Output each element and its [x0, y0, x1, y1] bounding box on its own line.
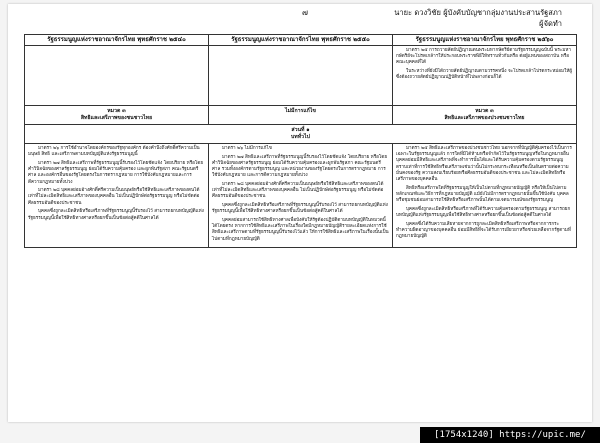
paragraph: บุคคลซึ่งถูกละเมิดสิทธิหรือเสรีภาพที่รัฐธรรมนูญนี้รับรองไว้ สามารถยกบทบัญญัติแห่งรัฐธรรมนูญนี้เพื่อใช้สิทธิทางศาลหรือยกขึ้นเป็นข้อต่อสู้คดีในศาลได้ — [28, 209, 204, 221]
paragraph: มาตรา ๒๘ บุคคลย่อมอ้างศักดิ์ศรีความเป็นมนุษย์หรือใช้สิทธิและเสรีภาพของตนได้เท่าที่ไม่ละเมิดสิทธิและเสรีภาพของบุคคลอื่น ไม่เป็นปฏิปักษ์ต่อรัฐธรรมนูญ หรือไม่ขัดต่อศีลธรรมอันดีของประชาชน — [212, 182, 384, 200]
part-title: ส่วนที่ ๑ — [291, 127, 310, 133]
table-row — [25, 106, 577, 125]
comparison-table — [24, 34, 577, 248]
image-host-watermark: [1754x1240] https://upic.me/ — [420, 427, 600, 443]
paragraph: มาตรา ๒๗ สิทธิและเสรีภาพที่รัฐธรรมนูญนี้รับรองไว้โดยชัดแจ้ง โดยปริยาย หรือโดยคำวินิจฉัยของศาลรัฐธรรมนูญ ย่อมได้รับความคุ้มครอง และผูกพันรัฐสภา คณะรัฐมนตรี ศาล และองค์กรอื่นของรัฐโดยตรงในการตรากฎหมาย การใช้บังคับกฎหมายและการตีความกฎหมายทั้งปวง — [28, 160, 204, 185]
paragraph: บุคคลซึ่งถูกละเมิดสิทธิหรือเสรีภาพที่รัฐธรรมนูญนี้รับรองไว้ สามารถยกบทบัญญัติแห่งรัฐธรรมนูญนี้เพื่อใช้สิทธิทางศาลหรือยกขึ้นเป็นข้อต่อสู้คดีในศาลได้ — [212, 203, 388, 215]
page-number: ๗ — [302, 8, 309, 17]
part-subtitle: บททั่วไป — [291, 134, 310, 140]
paragraph: มาตรา ๒๖ ไม่มีการแก้ไข — [222, 146, 272, 151]
author-line-1: นายะ ดวงวิชัย ผู้บังคับบัญชากลุ่มงานประสานรัฐสภา — [394, 8, 562, 17]
table-header-row — [25, 35, 577, 46]
paragraph: บุคคลย่อมสามารถใช้สิทธิทางศาลเพื่อบังคับให้รัฐต้องปฏิบัติตามบทบัญญัติในหมวดนี้ได้โดยตรง หากการใช้สิทธิและเสรีภาพในเรื่องใดมีกฎหมายบัญญัติรายละเอียดแห่งการใช้สิทธิและเสรีภาพตามที่รัฐธรรมนูญนี้รับรองไว้แล้ว ให้การใช้สิทธิและเสรีภาพในเรื่องนั้นเป็นไปตามที่กฎหมายบัญญัติ — [212, 218, 389, 242]
document-page — [8, 4, 592, 422]
cell-2540-body — [25, 144, 209, 248]
chapter-cell-2560 — [393, 106, 577, 125]
author-line-2: ผู้จัดทำ — [539, 19, 562, 28]
chapter-title: หมวด ๓ — [475, 108, 494, 114]
author-block — [394, 7, 562, 29]
column-header-2540: รัฐธรรมนูญแห่งราชอาณาจักรไทย พุทธศักราช ๒๕๔๐ — [25, 35, 209, 46]
paragraph: มาตรา ๒๗ สิทธิและเสรีภาพที่รัฐธรรมนูญนี้รับรองไว้โดยชัดแจ้ง โดยปริยาย หรือโดยคำวินิจฉัยของศาลรัฐธรรมนูญ ย่อมได้รับความคุ้มครองและผูกพันรัฐสภา คณะรัฐมนตรี ศาล รวมทั้งองค์กรตามรัฐธรรมนูญ และหน่วยงานของรัฐโดยตรงในการตรากฎหมาย การใช้บังคับกฎหมาย และการตีความกฎหมายทั้งปวง — [212, 154, 388, 179]
column-header-2550: รัฐธรรมนูญแห่งราชอาณาจักรไทย พุทธศักราช ๒๕๕๐ — [209, 35, 393, 46]
part-cell — [25, 125, 577, 144]
cell-2540-empty — [25, 46, 209, 106]
chapter-title: หมวด ๓ — [107, 108, 126, 114]
table-row — [25, 46, 577, 106]
paragraph: มาตรา ๒๘ บุคคลย่อมอ้างศักดิ์ศรีความเป็นมนุษย์หรือใช้สิทธิและเสรีภาพของตนได้เท่าที่ไม่ละเมิดสิทธิและเสรีภาพของบุคคลอื่น ไม่เป็นปฏิปักษ์ต่อรัฐธรรมนูญ หรือไม่ขัดต่อศีลธรรมอันดีของประชาชน — [28, 188, 200, 206]
table-row — [25, 125, 577, 144]
column-header-2560: รัฐธรรมนูญแห่งราชอาณาจักรไทย พุทธศักราช ๒๕๖๐ — [393, 35, 577, 46]
cell-2560-body — [393, 144, 577, 248]
paragraph: บุคคลซึ่งถูกละเมิดสิทธิหรือเสรีภาพที่ได้รับความคุ้มครองตามรัฐธรรมนูญ สามารถยกบทบัญญัติแห่งรัฐธรรมนูญเพื่อใช้สิทธิทางศาลหรือยกขึ้นเป็นข้อต่อสู้คดีในศาลได้ — [396, 206, 571, 219]
cell-2550-body — [209, 144, 393, 248]
paragraph: มาตรา ๒๕ การถวายสัตย์ปฏิญาณตนพระมหากษัตริย์ตามรัฐธรรมนูญฉบับนี้ พระมหากษัตริย์จะโปรดเกล้าฯให้ประกอบพระราชพิธีให้ทราบทั่วกันหรือ ต่อผู้แทนของสถาบัน หรือคณะบุคคลที่ได้ — [396, 48, 572, 66]
paragraph: สิทธิหรือเสรีภาพใดที่รัฐธรรมนูญให้เป็นไปตามที่กฎหมายบัญญัติ หรือให้เป็นไปตามหลักเกณฑ์และวิธีการที่กฎหมายบัญญัติ แม้ยังไม่มีการตรากฎหมายนั้นขึ้นใช้บังคับ บุคคลหรือชุมชนย่อมสามารถใช้สิทธิหรือเสรีภาพนั้นได้ตามเจตนารมณ์ของรัฐธรรมนูญ — [396, 185, 569, 204]
chapter-cell-2550 — [209, 106, 393, 125]
paragraph: บุคคลซึ่งได้รับความเสียหายจากการถูกละเมิดสิทธิหรือเสรีภาพหรือจากการกระทำความผิดอาญาของบุคคลอื่น ย่อมมีสิทธิที่จะได้รับการเยียวยาหรือช่วยเหลือจากรัฐตามที่กฎหมายบัญญัติ — [396, 221, 571, 240]
paragraph: ในระหว่างที่ยังมิได้ถวายสัตย์ปฏิญาณตามวรรคหนึ่ง จะโปรดเกล้าโปรดกระหม่อมให้ผู้ซึ่งต้องถวายสัตย์ปฏิญาณปฏิบัติหน้าที่ไปพลางก่อนก็ได้ — [396, 69, 573, 81]
cell-2560-section-25 — [393, 46, 577, 106]
chapter-cell-2540 — [25, 106, 209, 125]
table-row — [25, 144, 577, 248]
chapter-subtitle: สิทธิและเสรีภาพของปวงชนชาวไทย — [444, 115, 525, 121]
chapter-subtitle: สิทธิและเสรีภาพของชนชาวไทย — [80, 115, 153, 121]
paragraph: มาตรา ๒๖ การใช้อำนาจโดยองค์กรของรัฐทุกองค์กร ต้องคำนึงถึงศักดิ์ศรีความเป็นมนุษย์ สิทธิ และเสรีภาพตามบทบัญญัติแห่งรัฐธรรมนูญนี้ — [28, 146, 200, 158]
paragraph: มาตรา ๒๕ สิทธิและเสรีภาพของปวงชนชาวไทย นอกจากที่บัญญัติคุ้มครองไว้เป็นการเฉพาะในรัฐธรรมนูญแล้ว การใดที่มิได้ห้ามหรือจำกัดไว้ในรัฐธรรมนูญหรือในกฎหมายอื่น บุคคลย่อมมีสิทธิและเสรีภาพที่จะทำการนั้นได้และได้รับความคุ้มครองตามรัฐธรรมนูญ ตราบเท่าที่การใช้สิทธิหรือเสรีภาพเช่นว่านั้นไม่กระทบกระเทือนหรือเป็นอันตรายต่อความมั่นคงของรัฐ ความสงบเรียบร้อยหรือศีลธรรมอันดีของประชาชน และไม่ละเมิดสิทธิหรือเสรีภาพของบุคคลอื่น — [396, 146, 572, 183]
cell-2550-empty — [209, 46, 393, 106]
no-change-label: ไม่มีการแก้ไข — [285, 108, 316, 114]
